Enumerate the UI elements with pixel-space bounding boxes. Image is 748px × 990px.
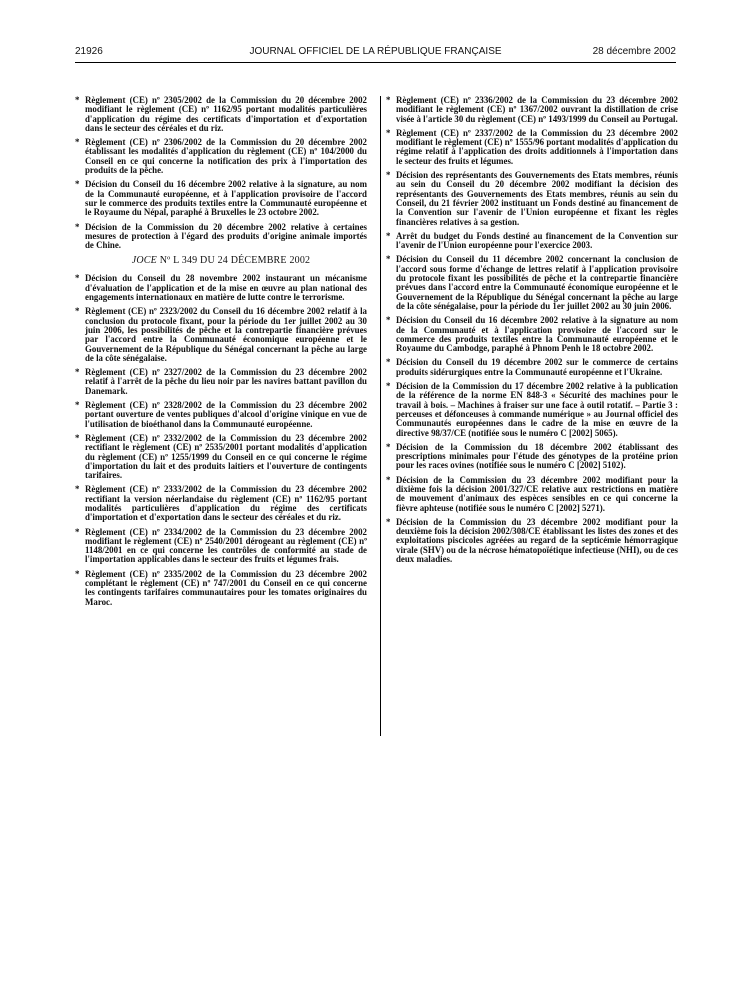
list-item	[386, 129, 678, 166]
entry-text: Décision du Conseil du 16 décembre 2002 relative à la signature, au nom de la Communauté européenne, et à l'application provisoire de l'accord sur le commerce des produits textiles entre la Communauté européenne et le Royaume du Népal, paraphé à Bruxelles le 23 octobre 2002.	[85, 179, 367, 218]
list-item	[75, 570, 367, 607]
bullet-marker: *	[75, 367, 80, 378]
list-item	[386, 171, 678, 227]
bullet-marker: *	[75, 432, 80, 443]
list-item	[386, 316, 678, 353]
list-item	[386, 255, 678, 311]
entry-text: Règlement (CE) nº 2336/2002 de la Commission du 23 décembre 2002 modifiant le règlement (CE) nº 1367/2002 ouvrant la distillation de crise visée à l'article 30 du règlement (CE) nº 1493/1999 du Conseil au Portugal.	[396, 95, 678, 124]
bullet-marker: *	[75, 526, 80, 537]
entry-text: Règlement (CE) nº 2333/2002 de la Commission du 23 décembre 2002 rectifiant la version néerlandaise du règlement (CE) nº 1162/95 portant modalités particulières d'application du régime des certificats d'importation et d'exportation dans le secteur des céréales et du riz.	[85, 484, 367, 523]
entry-text: Règlement (CE) nº 2306/2002 de la Commission du 20 décembre 2002 établissant les modalités d'application du règlement (CE) nº 104/2000 du Conseil en ce qui concerne la notification des prix à l'importation des produits de la pêche.	[85, 137, 367, 176]
bullet-marker: *	[75, 137, 80, 148]
entry-text: Décision des représentants des Gouvernements des Etats membres, réunis au sein du Conseil du 20 décembre 2002 modifiant la décision des représentants des Gouvernements des Etats membres, réunis au sein du Conseil, du 21 février 2002 instituant un Fonds destiné au financement de la Convention sur l'avenir de l'Union européenne et fixant les règles financières relatives à sa gestion.	[396, 170, 678, 227]
header-rule	[75, 62, 676, 63]
entry-text: Règlement (CE) nº 2332/2002 de la Commission du 23 décembre 2002 rectifiant le règlement (CE) nº 2535/2001 portant modalités d'application du règlement (CE) nº 1255/1999 du Conseil en ce qui concerne le régime d'importation du lait et des produits laitiers et l'ouverture de contingents tarifaires.	[85, 432, 367, 481]
list-item	[75, 96, 367, 133]
list-item	[75, 180, 367, 217]
column-divider	[380, 96, 381, 736]
bullet-marker: *	[75, 306, 80, 317]
bullet-marker: *	[75, 484, 80, 495]
list-item	[386, 518, 678, 564]
bullet-marker: *	[75, 568, 80, 579]
section-heading	[75, 255, 367, 267]
entry-text: Décision de la Commission du 20 décembre 2002 relative à certaines mesures de protection à l'égard des produits d'origine animale importés de Chine.	[85, 221, 367, 251]
page-header	[75, 46, 676, 60]
bullet-marker: *	[75, 273, 80, 284]
entry-text: Décision du Conseil du 16 décembre 2002 relative à la signature au nom de la Communauté et à l'application provisoire de l'accord sur le commerce des produits textiles entre la Communauté européenne et le Royaume du Cambodge, paraphé à Phnom Penh le 18 octobre 2002.	[396, 315, 678, 354]
bullet-marker: *	[386, 381, 391, 392]
entry-text: Décision de la Commission du 23 décembre 2002 modifiant pour la deuxième fois la décision 2002/308/CE établissant les listes des zones et des exploitations piscicoles agréées au regard de la septicémie hémorragique virale (SHV) ou de la nécrose hématopoïétique infectieuse (NHI), ou de ces deux maladies.	[396, 516, 678, 565]
bullet-marker: *	[386, 441, 391, 452]
left-top-list	[75, 96, 367, 250]
entry-text: Règlement (CE) nº 2328/2002 de la Commission du 23 décembre 2002 portant ouverture de ventes publiques d'alcool d'origine vinique en vue de l'utilisation de bioéthanol dans la Communauté européenne.	[85, 400, 367, 429]
bullet-marker: *	[386, 95, 391, 105]
bullet-marker: *	[75, 95, 80, 105]
section-heading-text: Nº L 349 DU 24 DÉCEMBRE 2002	[159, 255, 311, 267]
list-item	[75, 223, 367, 251]
list-item	[386, 382, 678, 438]
page-number: 21926	[75, 46, 103, 57]
bullet-marker: *	[386, 170, 391, 181]
bullet-marker: *	[386, 230, 391, 241]
entry-text: Arrêt du budget du Fonds destiné au financement de la Convention sur l'avenir de l'Union européenne pour l'exercice 2003.	[396, 230, 678, 251]
issue-date: 28 décembre 2002	[592, 46, 676, 57]
right-list	[386, 96, 678, 564]
entry-text: Règlement (CE) nº 2305/2002 de la Commission du 20 décembre 2002 modifiant le règlement (CE) nº 1162/95 portant modalités particulières d'application du régime des certificats d'importation et d'exportation dans le secteur des céréales et du riz.	[85, 95, 367, 133]
entry-text: Règlement (CE) nº 2323/2002 du Conseil du 16 décembre 2002 relatif à la conclusion du protocole fixant, pour la période du 1er juillet 2002 au 30 juin 2006, les possibilités de pêche et la contrepartie financière prévues par l'accord entre la Communauté économique européenne et le Gouvernement de la République du Sénégal concernant la pêche au large de la côte sénégalaise.	[85, 306, 367, 363]
entry-text: Décision du Conseil du 11 décembre 2002 concernant la conclusion de l'accord sous forme d'échange de lettres relatif à l'application provisoire du protocole fixant les possibilités de pêche et la contrepartie financière prévues dans l'accord entre la Communauté économique européenne et le Gouvernement de la République du Sénégal concernant la pêche au large de la côte sénégalaise, pour la période du 1er juillet 2002 au 30 juin 2006.	[396, 254, 678, 311]
bullet-marker: *	[386, 315, 391, 326]
bullet-marker: *	[386, 474, 391, 485]
list-item	[75, 528, 367, 565]
list-item	[386, 358, 678, 377]
list-item	[386, 476, 678, 513]
list-item	[386, 96, 678, 124]
bullet-marker: *	[386, 127, 391, 138]
list-item	[386, 443, 678, 471]
journal-title: JOURNAL OFFICIEL DE LA RÉPUBLIQUE FRANÇAISE	[249, 46, 502, 57]
section-heading-prefix: JOCE	[131, 255, 157, 267]
list-item	[75, 138, 367, 175]
list-item	[75, 274, 367, 302]
entry-text: Décision de la Commission du 17 décembre 2002 relative à la publication de la référence de la norme EN 848-3 « Sécurité des machines pour le travail à bois. – Machines à fraiser sur une face à outil rotatif. – Partie 3 : perceuses et défonceuses à commande numérique » au Journal officiel des Communautés européennes dans le cadre de la mise en œuvre de la directive 98/37/CE (notifiée sous le numéro C [2002] 5065).	[396, 381, 678, 438]
entry-text: Règlement (CE) nº 2327/2002 de la Commission du 23 décembre 2002 relatif à l'arrêt de la pêche du lieu noir par les navires battant pavillon du Danemark.	[85, 367, 367, 396]
entry-text: Décision du Conseil du 19 décembre 2002 sur le commerce de certains produits sidérurgiques entre la Communauté européenne et l'Ukraine.	[396, 357, 678, 377]
entry-text: Règlement (CE) nº 2337/2002 de la Commission du 23 décembre 2002 modifiant le règlement (CE) nº 1555/96 portant modalités d'application du régime relatif à l'application des droits additionnels à l'importation dans le secteur des fruits et légumes.	[396, 127, 678, 166]
bullet-marker: *	[386, 254, 391, 265]
list-item	[75, 485, 367, 522]
left-bottom-list	[75, 274, 367, 607]
bullet-marker: *	[386, 516, 391, 527]
entry-text: Décision de la Commission du 23 décembre 2002 modifiant pour la dixième fois la décision 2001/327/CE relative aux restrictions en matière de mouvement d'animaux des espèces sensibles en ce qui concerne la fièvre aphteuse (notifiée sous le numéro C [2002] 5271).	[396, 474, 678, 513]
list-item	[75, 368, 367, 396]
entry-text: Décision de la Commission du 18 décembre 2002 établissant des prescriptions minimales pour l'étude des génotypes de la protéine prion pour les races ovines (notifiée sous le numéro C [2002] 5102).	[396, 441, 678, 471]
right-column	[386, 96, 678, 569]
entry-text: Décision du Conseil du 28 novembre 2002 instaurant un mécanisme d'évaluation de l'application et de la mise en œuvre au plan national des engagements internationaux en matière de lutte contre le terrorisme.	[85, 273, 367, 303]
list-item	[75, 401, 367, 429]
list-item	[75, 307, 367, 363]
left-column	[75, 96, 367, 612]
entry-text: Règlement (CE) nº 2334/2002 de la Commission du 23 décembre 2002 modifiant le règlement (CE) nº 2540/2001 dérogeant au règlement (CE) nº 1148/2001 en ce qui concerne les contrôles de conformité au stade de l'importation applicables dans le secteur des fruits et légumes frais.	[85, 526, 367, 565]
list-item	[75, 434, 367, 480]
entry-text: Règlement (CE) nº 2335/2002 de la Commission du 23 décembre 2002 complétant le règlement (CE) nº 747/2001 du Conseil en ce qui concerne les contingents tarifaires communautaires pour les tomates originaires du Maroc.	[85, 568, 367, 607]
bullet-marker: *	[75, 221, 80, 232]
bullet-marker: *	[75, 179, 80, 190]
bullet-marker: *	[386, 357, 391, 368]
bullet-marker: *	[75, 400, 80, 411]
list-item	[386, 232, 678, 251]
